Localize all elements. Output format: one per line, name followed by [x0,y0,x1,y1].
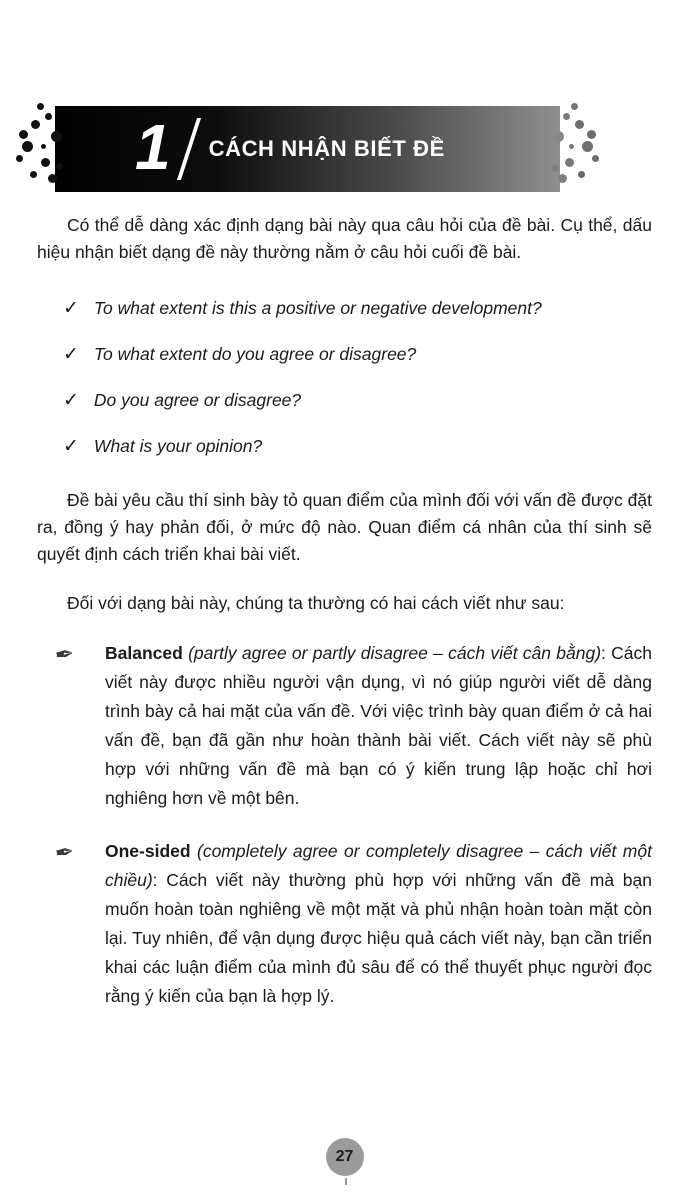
chapter-title: CÁCH NHẬN BIẾT ĐỀ [208,136,445,161]
slash-divider [177,118,201,180]
page-content [37,212,652,1035]
page-footer [0,1138,689,1176]
checklist-text: What is your opinion? [93,436,263,456]
checklist-text: To what extent do you agree or disagree? [93,344,417,364]
checklist-text: Do you agree or disagree? [93,390,302,410]
page-number: 27 [335,1148,354,1165]
chapter-number: 1 [135,111,171,183]
pen-icon: ✒ [53,639,76,669]
checklist-item [63,296,652,321]
requirement-paragraph: Đề bài yêu cầu thí sinh bày tỏ quan điểm của mình đối với vấn đề được đặt ra, đồng ý hay phản đối, ở mức độ nào. Quan điểm cá nhân của thí sinh sẽ quyết định cách triển khai bài viết. [37,490,652,564]
checklist-text: To what extent is this a positive or negative development? [93,298,542,318]
bullet-text [105,639,652,813]
check-icon: ✓ [63,344,79,365]
bullet-term: One-sided [105,841,191,861]
lead-in-paragraph: Đối với dạng bài này, chúng ta thường có hai cách viết như sau: [67,593,565,613]
checklist-item [63,342,652,367]
bullet-one-sided [53,837,652,1011]
bullet-text [105,837,652,1011]
bullet-body: : Cách viết này thường phù hợp với những vấn đề mà bạn muốn hoàn toàn nghiêng về một mặt và phủ nhận hoàn toàn mặt còn lại. Tuy nhiên, để vận dụng được hiệu quả cách viết này, bạn cần triển khai các luận điểm của mình đủ sâu để có thể thuyết phục người đọc rằng ý kiến của bạn là hợp lý. [105,870,652,1006]
checklist-item [63,434,652,459]
bullet-term: Balanced [105,643,183,663]
pen-icon: ✒ [53,837,76,867]
chapter-banner [55,106,560,192]
check-icon: ✓ [63,390,79,411]
question-checklist [37,296,652,459]
bullet-body: : Cách viết này được nhiều người vận dụng, vì nó giúp người viết dễ dàng trình bày cả hai mặt của vấn đề. Với việc trình bày quan điểm ở cả hai vấn đề, bạn đã gần như hoàn thành bài viết. Cách viết này sẽ phù hợp với những vấn đề mà bạn có ý kiến trung lập hoặc chỉ hơi nghiêng hơn về một bên. [105,643,652,808]
bullet-balanced [53,639,652,813]
splatter-decoration-right [569,144,574,149]
page-number-badge [326,1138,364,1176]
intro-paragraph: Có thể dễ dàng xác định dạng bài này qua câu hỏi của đề bài. Cụ thể, dấu hiệu nhận biết dạng đề này thường nằm ở câu hỏi cuối đề bài. [37,215,652,262]
bullet-note: (partly agree or partly disagree – cách viết cân bằng) [188,643,602,663]
check-icon: ✓ [63,436,79,457]
bullet-note: (completely agree or completely disagree – cách viết một chiều) [105,841,652,890]
splatter-decoration-left [41,144,46,149]
checklist-item [63,388,652,413]
check-icon: ✓ [63,298,79,319]
